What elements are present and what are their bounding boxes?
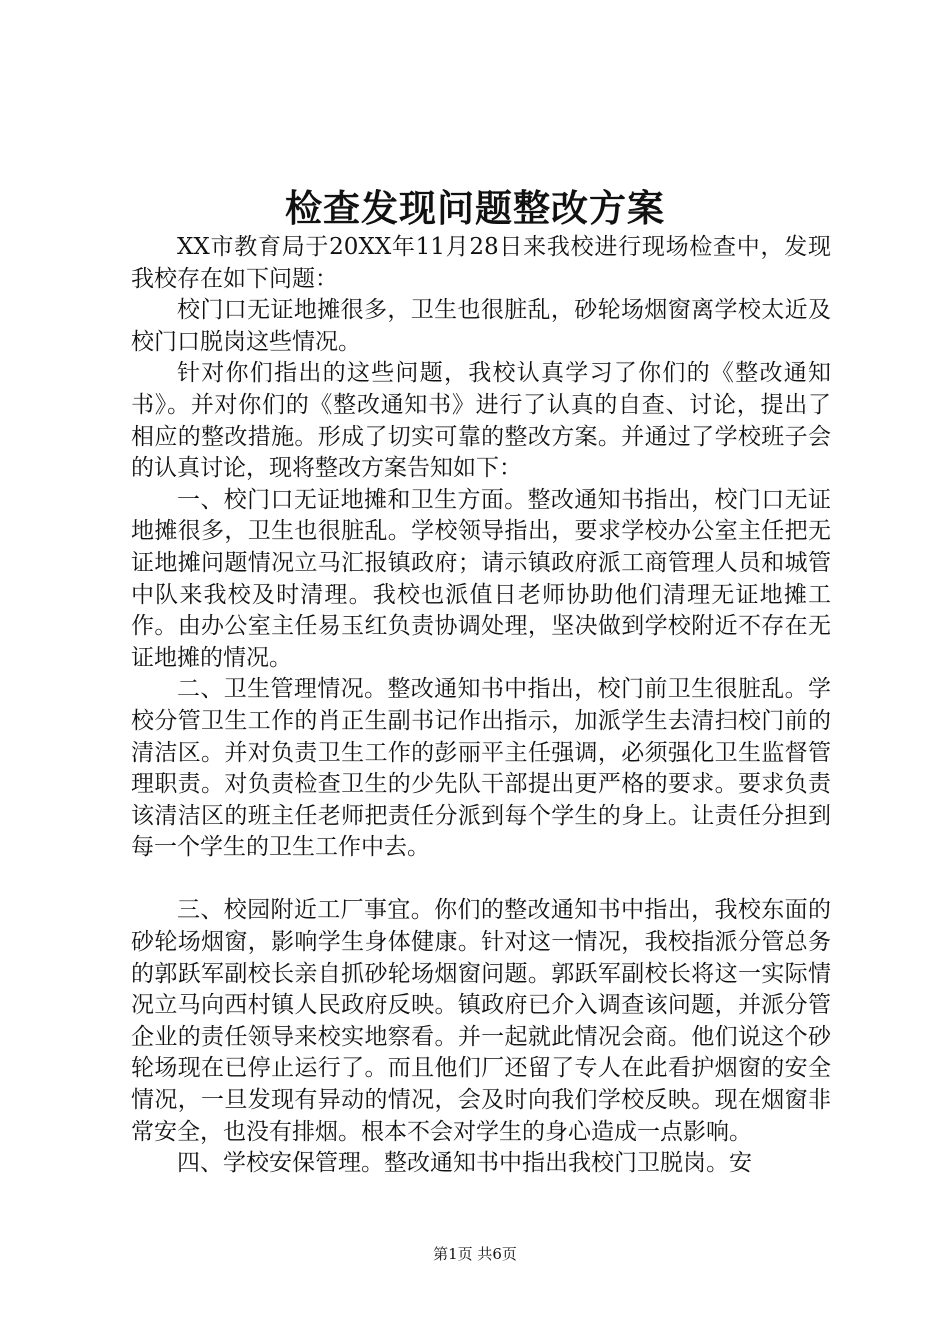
page-number: 第1页 共6页 [433, 1245, 517, 1263]
paragraph-section-1: 一、校门口无证地摊和卫生方面。整改通知书指出，校门口无证地摊很多，卫生也很脏乱。学校领导指出，要求学校办公室主任把无证地摊问题情况立马汇报镇政府；请示镇政府派工商管理人员和城管中队来我校及时清理。我校也派值日老师协助他们清理无证地摊工作。由办公室主任易玉红负责协调处理，坚决做到学校附近不存在无证地摊的情况。 [131, 486, 831, 671]
document-title: 检查发现问题整改方案 [285, 186, 665, 230]
paragraph-intro: XX市教育局于20XX年11月28日来我校进行现场检查中，发现我校存在如下问题： [131, 234, 831, 292]
document-body [131, 232, 831, 1180]
paragraph-problems: 校门口无证地摊很多，卫生也很脏乱，砂轮场烟窗离学校太近及校门口脱岗这些情况。 [131, 297, 831, 355]
paragraph-section-2: 二、卫生管理情况。整改通知书中指出，校门前卫生很脏乱。学校分管卫生工作的肖正生副书记作出指示，加派学生去清扫校门前的清洁区。并对负责卫生工作的彭丽平主任强调，必须强化卫生监督管理职责。对负责检查卫生的少先队干部提出更严格的要求。要求负责该清洁区的班主任老师把责任分派到每个学生的身上。让责任分担到每一个学生的卫生工作中去。 [131, 676, 831, 861]
paragraph-response: 针对你们指出的这些问题，我校认真学习了你们的《整改通知书》。并对你们的《整改通知书》进行了认真的自查、讨论，提出了相应的整改措施。形成了切实可靠的整改方案。并通过了学校班子会的认真讨论，现将整改方案告知如下： [131, 360, 831, 482]
paragraph-section-4: 四、学校安保管理。整改通知书中指出我校门卫脱岗。安 [177, 1150, 752, 1177]
paragraph-section-3: 三、校园附近工厂事宜。你们的整改通知书中指出，我校东面的砂轮场烟窗，影响学生身体健康。针对这一情况，我校指派分管总务的郭跃军副校长亲自抓砂轮场烟窗问题。郭跃军副校长将这一实际情况立马向西村镇人民政府反映。镇政府已介入调查该问题，并派分管企业的责任领导来校实地察看。并一起就此情况会商。他们说这个砂轮场现在已停止运行了。而且他们厂还留了专人在此看护烟窗的安全情况，一旦发现有异动的情况，会及时向我们学校反映。现在烟窗非常安全，也没有排烟。根本不会对学生的身心造成一点影响。 [131, 897, 831, 1145]
